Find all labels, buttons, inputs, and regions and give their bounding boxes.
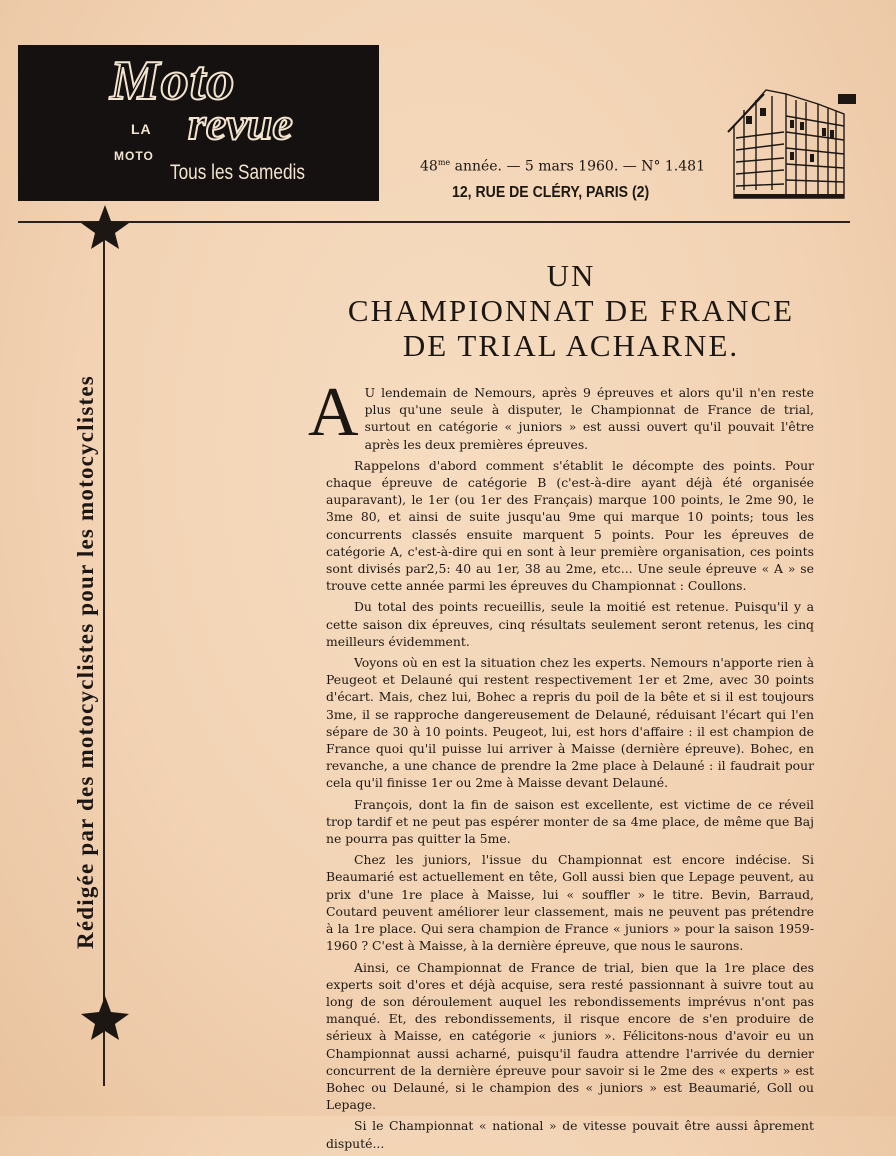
article-paragraph: Voyons où en est la situation chez les experts. Nemours n'apporte rien à Peugeot et Delauné qui restent respectivement 1er et 2me, avec 30 points d'écart. Mais, chez lui, Bohec a repris du poil de la bête et si il est toujours 3me, il se rapproche dangereusement de Delauné, réduisant l'écart qui l'en sépare de 30 à 10 points. Peugeot, lui, est hors d'affaire : il est champion de France quoi qu'il puisse lui arriver à Maisse (dernière épreuve). Bohec, en revanche, a une chance de prendre la 2me place à Delauné : il faudrait pour cela qu'il finisse 1er ou 2me à Maisse devant Delauné. [326,655,814,791]
issue-year-number: 48 [420,158,438,175]
issue-line [420,158,705,175]
article-paragraph: Si le Championnat « national » de vitesse pouvait être aussi âprement disputé... [326,1118,814,1151]
horizontal-rule [18,221,850,223]
issue-date-number: année. — 5 mars 1960. — N° 1.481 [450,158,705,175]
article-paragraph: Du total des points recueillis, seule la moitié est retenue. Puisqu'il y a cette saison dix épreuves, cinq résultats seulement seront retenus, les cinq meilleurs évidemment. [326,599,814,649]
masthead-tagline: Tous les Samedis [170,161,305,184]
star-ornament-icon [79,994,131,1042]
title-line: UN [546,258,596,293]
masthead-moto-small: MOTO [114,149,154,163]
drop-cap: A [308,374,359,451]
paragraph-text: U lendemain de Nemours, après 9 épreuves et alors qu'il n'en reste plus qu'une seule à disputer, le Championnat de France de trial, surtout en catégorie « juniors » est aussi ouvert qu'il pouvait l'être après les deux premières épreuves. [364,385,814,452]
article-title [312,258,830,363]
sidebar-slogan: Rédigée par des motocyclistes pour les motocyclistes [73,375,98,949]
article-paragraph: François, dont la fin de saison est excellente, est victime de ce réveil trop tardif et ne peut pas espérer monter de sa 4me place, de même que Baj ne pourra pas quitter la 5me. [326,796,814,847]
article-paragraph: Ainsi, ce Championnat de France de trial, bien que la 1re place des experts soit d'ores et déjà acquise, sera resté passionnant à suivre tout au long de son déroulement auquel les rebondissements imprévus n'ont pas manqué. Et, des rebondissements, il risque encore de s'en produire de sérieux à Maisse, en catégorie « juniors ». Félicitons-nous d'avoir eu un Championnat aussi acharné, puisqu'il faudra attendre l'arrivée du dernier concurrent de la dernière épreuve pour savoir si le 2me des « experts » est Bohec ou Delauné, si le champion des « juniors » est Beaumarié, Goll ou Lepage. [326,959,814,1113]
article-paragraph: Chez les juniors, l'issue du Championnat est encore indécise. Si Beaumarié est actuellement en tête, Goll aussi bien que Lepage peuvent, au prix d'une 1re place à Maisse, lui « souffler » le titre. Bevin, Barraud, Coutard peuvent améliorer leur classement, mais ne peuvent pas prétendre à la 1re place. Qui sera champion de France « juniors » pour la saison 1959-1960 ? C'est à Maisse, à la dernière épreuve, que nous le saurons. [326,852,814,954]
masthead-la: LA [131,121,152,137]
masthead-title-moto: Moto [110,50,236,112]
title-line: DE TRIAL ACHARNE. [402,328,740,363]
article-paragraph: Rappelons d'abord comment s'établit le décompte des points. Pour chaque épreuve de catégorie B (c'est-à-dire ayant déjà été organisée auparavant), le 1er (ou 1er des Français) marque 100 points, le 2me 90, le 3me 80, et ainsi de suite jusqu'au 9me qui marque 10 points; tous les concurrents classés ensuite marquent 5 points. Pour les épreuves de catégorie A, c'est-à-dire qui en sont à leur première organisation, ces points sont divisés par2,5: 40 au 1er, 38 au 2me, etc... Une seule épreuve « A » se trouve cette année parmi les épreuves du Championnat : Coullons. [326,457,814,594]
issue-year-suffix: me [437,158,451,167]
masthead-logo [18,45,379,201]
star-ornament-icon [79,203,131,251]
article-body [308,374,814,1156]
building-illustration-icon [726,86,858,204]
title-line: CHAMPIONNAT DE FRANCE [347,293,795,328]
article-paragraph [308,374,814,453]
address-line: 12, RUE DE CLÉRY, PARIS (2) [452,184,650,201]
masthead-title-revue: revue [188,98,293,149]
